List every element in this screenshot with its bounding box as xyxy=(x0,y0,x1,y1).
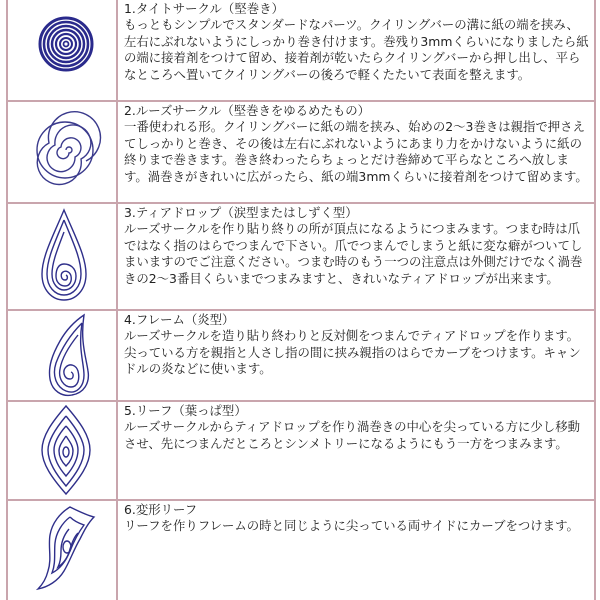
shape-body: リーフを作りフレームの時と同じように尖っている両サイドにカーブをつけます。 xyxy=(124,518,579,534)
shape-row-leaf xyxy=(8,402,594,501)
shape-image-cell xyxy=(8,402,118,499)
quilling-shapes-table xyxy=(6,0,596,600)
shape-row-loose-circle xyxy=(8,102,594,204)
shape-title: 6.変形リーフ xyxy=(124,502,198,517)
teardrop-icon xyxy=(8,204,116,309)
shape-image-cell xyxy=(8,204,118,309)
shape-body: もっともシンプルでスタンダードなパーツ。クイリングバーの溝に紙の端を挟み、左右にぶれないようにしっかり巻き付けます。巻残り3mmくらいになりましたら紙の端に接着剤をつけて留め、接着剤が乾いたらクイリングバーから押し出し、平らなところへ置いてクイリングバーの後ろで軽くたたいて表面を整えます。 xyxy=(124,17,589,82)
shape-description xyxy=(120,402,592,499)
shape-body: ルーズサークルからティアドロップを作り渦巻きの中心を尖っている方に少し移動させ、先につまんだところとシンメトリーになるようにもう一方をつまみます。 xyxy=(124,419,580,451)
shape-title: 3.ティアドロップ（涙型またはしずく型） xyxy=(124,205,358,220)
shape-row-flame xyxy=(8,311,594,402)
curved-leaf-icon xyxy=(8,501,116,598)
shape-image-cell xyxy=(8,102,118,202)
shape-image-cell xyxy=(8,501,118,600)
shape-body: ルーズサークルを作り貼り終りの所が頂点になるようにつまみます。つまむ時は爪ではなく指のはらでつまんで下さい。爪でつまんでしまうと紙に変な癖がついてしまいますのでご注意ください。つまむ時のもう一つの注意点は外側だけでなく渦巻きの2～3番目くらいまでつまみますと、きれいなティアドロップが出来ます。 xyxy=(124,221,583,286)
shape-row-tight-circle xyxy=(8,0,594,102)
shape-row-teardrop xyxy=(8,204,594,311)
shape-title: 4.フレーム（炎型） xyxy=(124,312,235,327)
shape-image-cell xyxy=(8,311,118,400)
shape-title: 1.タイトサークル（堅巻き） xyxy=(124,1,284,16)
shape-description xyxy=(120,311,592,400)
loose-circle-icon xyxy=(8,102,116,202)
shape-description xyxy=(120,0,592,100)
shape-image-cell xyxy=(8,0,118,100)
shape-row-curved-leaf xyxy=(8,501,594,600)
shape-title: 5.リーフ（葉っぱ型） xyxy=(124,403,247,418)
shape-body: 一番使われる形。クイリングバーに紙の端を挟み、始めの2～3巻きは親指で押さえてしっかりと巻き、その後は左右にぶれないようにあまり力をかけないように紙の終りまで巻きます。巻き終わったらちょっとだけ巻締めて平らなところへ放します。渦巻きがきれいに広がったら、紙の端3mmくらいに接着剤をつけて留めます。 xyxy=(124,119,588,184)
shape-body: ルーズサークルを造り貼り終わりと反対側をつまんでティアドロップを作ります。尖っている方を親指と人さし指の間に挟み親指のはらでカーブをつけます。キャンドルの炎などに使います。 xyxy=(124,328,581,377)
shape-description xyxy=(120,102,592,202)
flame-icon xyxy=(8,311,116,400)
leaf-icon xyxy=(8,402,116,499)
shape-description xyxy=(120,501,592,600)
shape-title: 2.ルーズサークル（堅巻きをゆるめたもの） xyxy=(124,103,371,118)
shape-description xyxy=(120,204,592,309)
tight-circle-icon xyxy=(8,0,116,100)
